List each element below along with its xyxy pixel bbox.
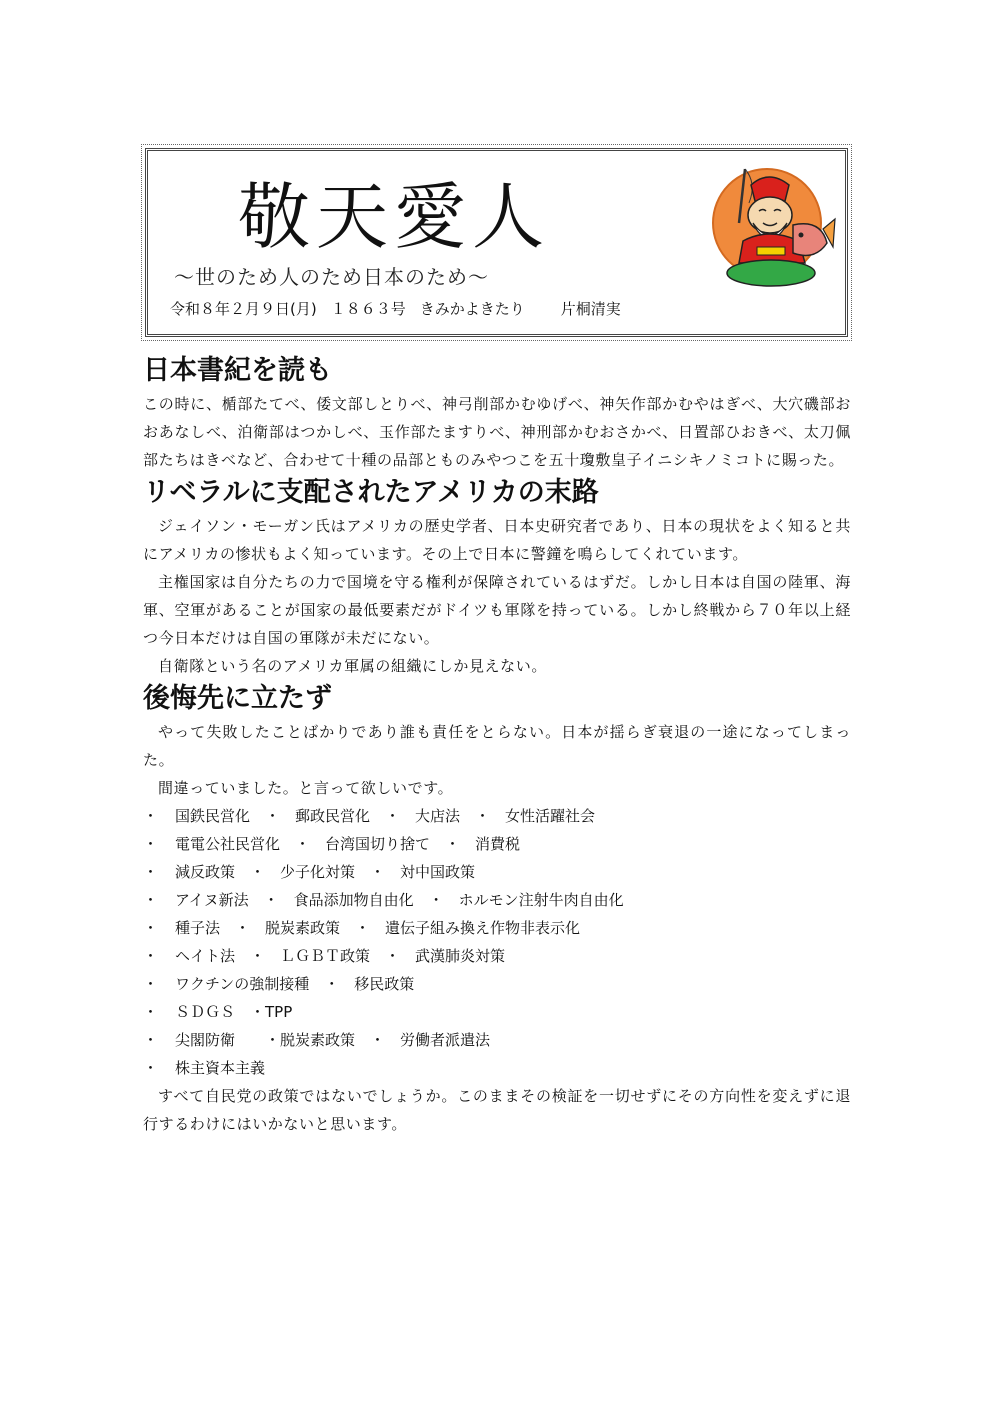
section-title-nihonshoki: 日本書紀を読も xyxy=(143,355,332,386)
ebisu-mascot-illustration xyxy=(709,163,839,293)
section-title-liberal-america: リベラルに支配されたアメリカの末路 xyxy=(143,477,599,508)
section-paragraph: 間違っていました。と言って欲しいです。 xyxy=(158,779,454,797)
list-item: ・ 種子法 ・ 脱炭素政策 ・ 遺伝子組み換え作物非表示化 xyxy=(143,914,851,942)
newsletter-tagline: 〜世のため人のため日本のため〜 xyxy=(174,265,489,289)
policy-list xyxy=(143,802,851,1082)
list-item: ・ 減反政策 ・ 少子化対策 ・ 対中国政策 xyxy=(143,858,851,886)
list-item: ・ 国鉄民営化 ・ 郵政民営化 ・ 大店法 ・ 女性活躍社会 xyxy=(143,802,851,830)
list-item: ・ ＳＤＧＳ ・TPP xyxy=(143,998,851,1026)
newsletter-title: 敬天愛人 xyxy=(238,175,551,259)
article-body xyxy=(143,352,851,1138)
issue-number: １８６３号 xyxy=(330,300,406,318)
issue-line xyxy=(170,298,635,319)
list-item: ・ 株主資本主義 xyxy=(143,1054,851,1082)
list-item: ・ ワクチンの強制接種 ・ 移民政策 xyxy=(143,970,851,998)
masthead-box xyxy=(145,148,848,337)
section-title-regret: 後悔先に立たず xyxy=(143,683,332,714)
section-paragraph: 自衛隊という名のアメリカ軍属の組織にしか見えない。 xyxy=(158,657,547,675)
section-paragraph: やって失敗したことばかりであり誰も責任をとらない。日本が揺らぎ衰退の一途になってしまった。 xyxy=(143,723,851,769)
author-name: 片桐清実 xyxy=(560,300,621,318)
section-paragraph: ジェイソン・モーガン氏はアメリカの歴史学者、日本史研究者であり、日本の現状をよく知ると共にアメリカの惨状もよく知っています。その上で日本に警鐘を鳴らしてくれています。 xyxy=(143,517,851,563)
list-item: ・ 尖閣防衛 ・脱炭素政策 ・ 労働者派遣法 xyxy=(143,1026,851,1054)
list-item: ・ アイヌ新法 ・ 食品添加物自由化 ・ ホルモン注射牛肉自由化 xyxy=(143,886,851,914)
issue-motto: きみかよきたり xyxy=(419,300,525,318)
issue-date: 令和８年２月９日(月) xyxy=(170,300,317,318)
closing-paragraph: すべて自民党の政策ではないでしょうか。このままその検証を一切せずにその方向性を変えずに退行するわけにはいかないと思います。 xyxy=(143,1087,851,1133)
section-paragraph: 主権国家は自分たちの力で国境を守る権利が保障されているはずだ。しかし日本は自国の陸軍、海軍、空軍があることが国家の最低要素だがドイツも軍隊を持っている。しかし終戦から７０年以上経つ今日本だけは自国の軍隊が未だにない。 xyxy=(143,573,851,647)
section-paragraph: この時に、楯部たてべ、倭文部しとりべ、神弓削部かむゆげべ、神矢作部かむやはぎべ、大穴磯部おおあなしべ、泊衛部はつかしべ、玉作部たますりべ、神刑部かむおさかべ、日置部ひおきべ、太刀佩部たちはきべなど、合わせて十種の品部とものみやつこを五十瓊敷皇子イニシキノミコトに賜った。 xyxy=(143,395,851,469)
list-item: ・ ヘイト法 ・ ＬＧＢＴ政策 ・ 武漢肺炎対策 xyxy=(143,942,851,970)
list-item: ・ 電電公社民営化 ・ 台湾国切り捨て ・ 消費税 xyxy=(143,830,851,858)
